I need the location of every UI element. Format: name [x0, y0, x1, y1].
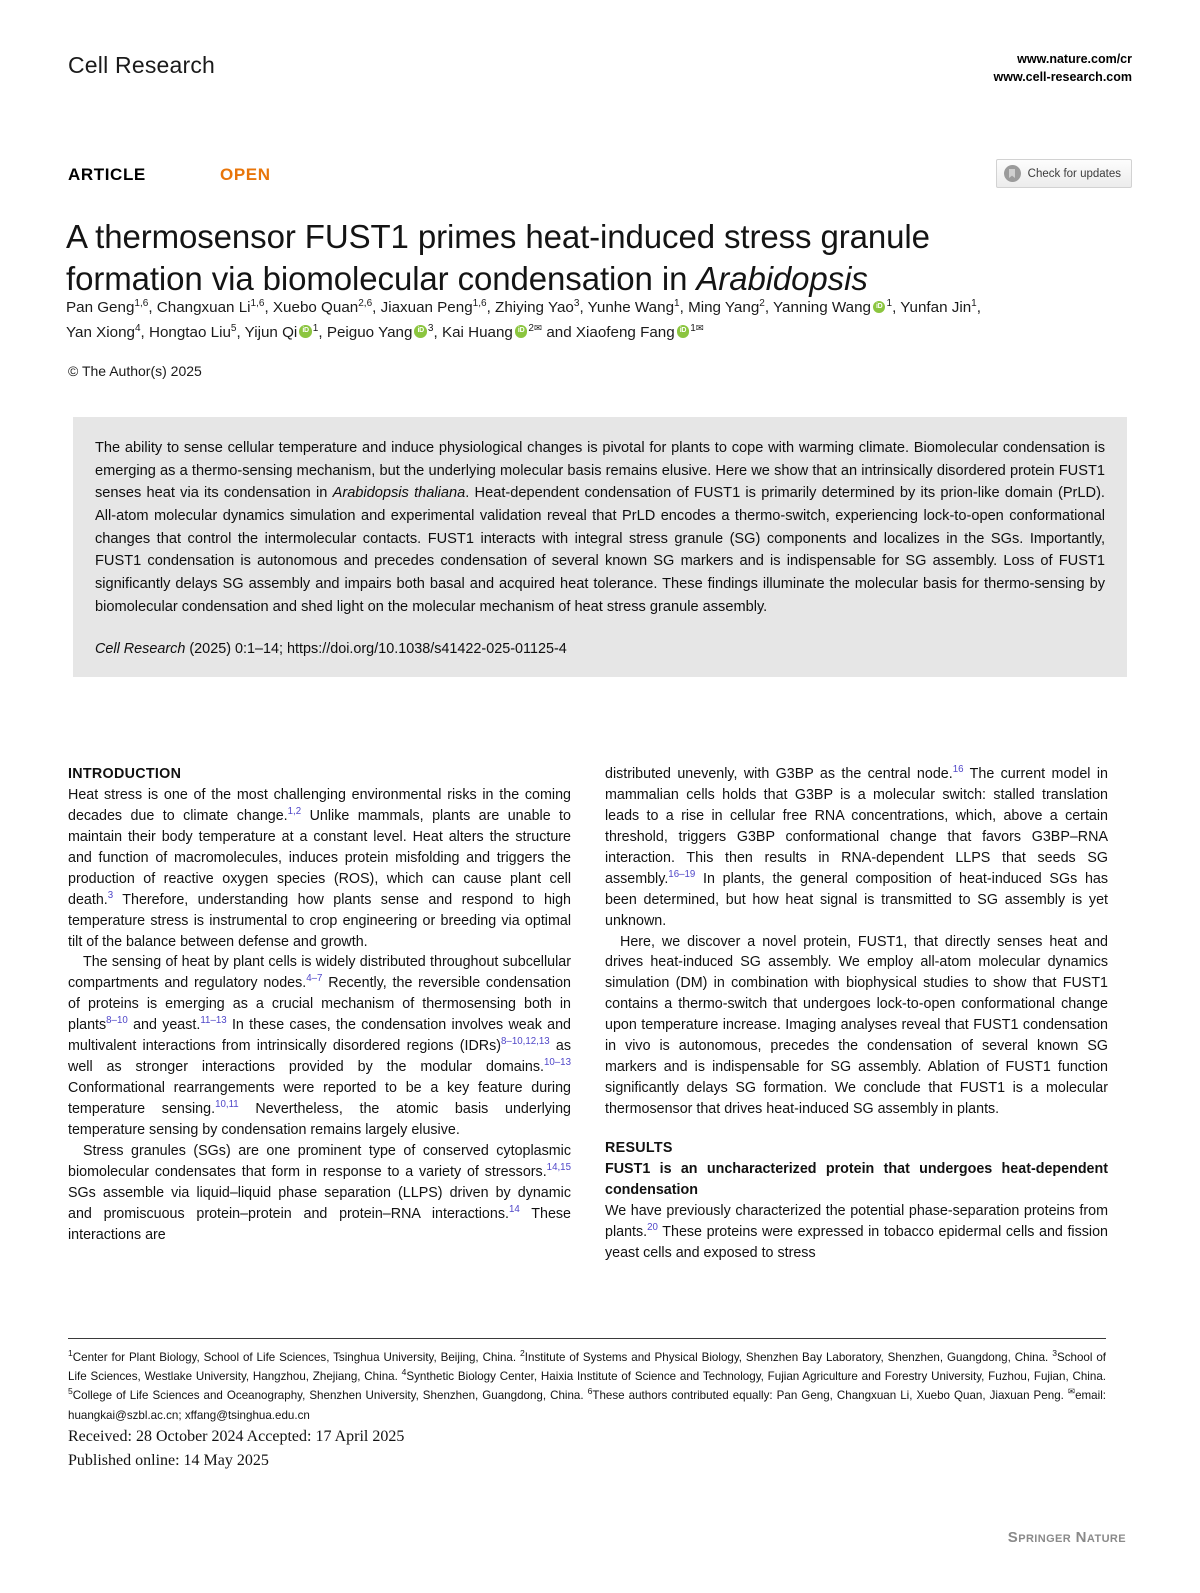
text-run: Conformational rearrangements were reported to be a key feature during temperature sensing.	[68, 1080, 571, 1117]
author-item[interactable]: Yan Xiong$^4$	[66, 322, 141, 341]
orcid-icon[interactable]	[873, 301, 886, 314]
section-heading-results: RESULTS	[605, 1139, 673, 1156]
affiliation-text: These authors contributed equally: Pan Geng, Changxuan Li, Xuebo Quan, Jiaxuan Peng.	[592, 1389, 1068, 1403]
paragraph: Here, we discover a novel protein, FUST1, that directly senses heat and drives heat-induced SG assembly. We employ all-atom molecular dynamics simulation (DM) in combination with biophysical studies to show that FUST1 contains a thermo-switch that undergoes lock-to-open conformational change upon temperature increase. Imaging analyses reveal that FUST1 condensation in vivo is autonomous, precedes the condensation of several known SG markers and is indispensable for SG assembly. Ablation of FUST1 function significantly delays SG formation. We conclude that FUST1 is a molecular thermosensor that drives heat-induced SG assembly in plants.	[605, 933, 1108, 1117]
affiliation-text: School of Life Sciences, Westlake University, Hangzhou, Zhejiang, China.	[68, 1351, 1107, 1384]
badge-icon	[1004, 165, 1021, 182]
orcid-icon[interactable]	[414, 325, 427, 338]
affiliation-marker: 2	[520, 1348, 525, 1359]
orcid-icon[interactable]	[299, 325, 312, 338]
author-list: Pan Geng$^{1,6}$, Changxuan Li$^{1,6}$, Xuebo Quan$^{2,6}$, Jiaxuan Peng$^{1,6}$, Zhiying Yao$^3$, Yunhe Wang$^1$, Ming Yang$^2$, Yanning Wang iD $^1$, Yunfan Jin$^1$, Yan Xiong$^4$, Hongtao Liu$^5$, Yijun Qi iD $^1$, Peiguo Yang iD $^3$, Kai Huang iD $^{2✉}$ and Xiaofeng Fang iD $^{1✉}$	[66, 296, 1096, 345]
author-item[interactable]: Xuebo Quan$^{2,6}$	[272, 297, 373, 316]
journal-urls	[994, 50, 1133, 86]
received-accepted-line: Received: 28 October 2024 Accepted: 17 April 2025	[68, 1428, 405, 1445]
text-run: In these cases, the condensation involves weak and multivalent interactions from intrinsically disordered regions (IDRs)	[68, 1017, 571, 1055]
citation-ref[interactable]: 3	[107, 889, 114, 901]
author-item[interactable]: Xiaofeng Fang iD $^{1✉}$	[576, 324, 704, 341]
affiliation-text: Synthetic Biology Center, Haixia Institute of Science and Technology, Fujian Agriculture and Forestry University, Fuzhou, Fujian, China.	[406, 1370, 1106, 1384]
check-for-updates-button[interactable]	[996, 159, 1132, 188]
author-item[interactable]: Yunfan Jin$^1$	[900, 297, 977, 316]
text-run: SGs assemble via liquid–liquid phase separation (LLPS) driven by dynamic and promiscuous protein–protein and protein–RNA interactions.	[68, 1184, 571, 1222]
citation-ref[interactable]: 8–10	[106, 1015, 128, 1027]
text-run: Unlike mammals, plants are unable to maintain their body temperature at a constant level. Heat alters the structure and function of macromolecules, induces protein misfolding and triggers the production of reactive oxygen species (ROS), which can cause plant cell death.	[68, 807, 571, 908]
abstract-citation	[95, 641, 1105, 657]
citation-ref[interactable]: 14	[508, 1203, 520, 1215]
author-item[interactable]: Yanning Wang iD $^1$	[773, 299, 892, 316]
text-run: Recently, the reversible condensation of proteins is emerging as a crucial mechanism of thermosensing both in plants	[68, 975, 571, 1034]
spacer	[605, 1120, 1108, 1138]
affiliation-text: email: huangkai@szbl.ac.cn; xffang@tsinghua.edu.cn	[68, 1389, 1107, 1422]
paragraph	[68, 1141, 571, 1246]
journal-name: Cell Research	[68, 52, 216, 78]
section-heading-introduction: INTRODUCTION	[68, 766, 182, 782]
abstract-species-italic: Arabidopsis thaliana	[332, 485, 466, 502]
author-item[interactable]: Hongtao Liu$^5$	[149, 322, 237, 341]
affiliation-marker: 6	[587, 1386, 593, 1397]
citation-ref[interactable]: 8–10,12,13	[501, 1036, 550, 1048]
affiliation-marker: 5	[68, 1386, 73, 1397]
text-run: distributed unevenly, with G3BP as the central node.	[605, 766, 953, 782]
author-item[interactable]: Pan Geng$^{1,6}$	[66, 297, 149, 316]
author-item[interactable]: Ming Yang$^2$	[688, 297, 765, 316]
paragraph	[68, 952, 571, 1140]
affiliation-marker: 3	[1052, 1348, 1057, 1359]
paragraph	[605, 1201, 1108, 1264]
right-column	[605, 764, 1108, 1309]
journal-url-nature[interactable]: www.nature.com/cr	[1017, 52, 1132, 66]
publication-dates	[68, 1425, 404, 1474]
citation-ref[interactable]: 4–7	[306, 973, 323, 985]
paragraph	[68, 785, 571, 953]
page-title	[66, 216, 1076, 299]
text-run: Stress granules (SGs) are one prominent type of conserved cytoplasmic biomolecular condensates that form in response to a variety of stressors.	[68, 1142, 571, 1180]
citation-ref[interactable]: 16–19	[668, 868, 696, 880]
left-column	[68, 764, 571, 1309]
author-item[interactable]: Zhiying Yao$^3$	[495, 297, 580, 316]
abstract-box	[73, 417, 1127, 677]
title-line-2-plain: formation via biomolecular condensation in	[66, 259, 697, 297]
affiliation-text: College of Life Sciences and Oceanography, Shenzhen University, Shenzhen, Guangdong, China.	[72, 1389, 588, 1403]
author-item[interactable]: Yunhe Wang$^1$	[587, 297, 680, 316]
text-run: We have previously characterized the potential phase-separation proteins from plants.	[605, 1202, 1108, 1240]
check-for-updates-label: Check for updates	[1027, 167, 1121, 180]
citation-ref[interactable]: 10–13	[543, 1057, 571, 1069]
copyright-line: © The Author(s) 2025	[68, 363, 202, 379]
text-run: Therefore, understanding how plants sense and respond to high temperature stress is instrumental to crop engineering or breeding via optimal tilt of the balance between defense and growth.	[68, 891, 571, 950]
orcid-icon[interactable]	[515, 325, 528, 338]
journal-url-cellresearch[interactable]: www.cell-research.com	[993, 70, 1132, 85]
abstract-part-1: The ability to sense cellular temperature and induce physiological changes is pivotal for plants to cope with warming climate. Biomolecular condensation is emerging as a thermo-sensing mechanism, but the underlying molecular basis remains elusive. Here we show that an intrinsically disordered protein FUST1 senses heat via its condensation in	[95, 440, 1105, 502]
title-line-2-italic: Arabidopsis	[696, 259, 868, 297]
author-item[interactable]: Peiguo Yang iD $^3$	[327, 324, 434, 341]
citation-journal: Cell Research	[95, 640, 186, 657]
citation-ref[interactable]: 11–13	[200, 1015, 227, 1027]
orcid-icon[interactable]	[677, 325, 690, 338]
abstract-text	[95, 437, 1105, 619]
running-head	[68, 52, 1132, 100]
text-run: These proteins were expressed in tobacco epidermal cells and fission yeast cells and exposed to stress	[605, 1223, 1108, 1261]
affiliation-marker: 1	[68, 1348, 73, 1359]
footnote-divider	[68, 1338, 1106, 1339]
affiliations-text	[68, 1348, 1106, 1425]
text-run: as well as stronger interactions provided by the modular domains.	[68, 1038, 571, 1076]
text-run: Nevertheless, the atomic basis underlying temperature sensing by condensation remains largely elusive.	[68, 1101, 571, 1138]
text-run: and yeast.	[127, 1017, 201, 1034]
publisher-logo: Springer Nature	[1007, 1529, 1126, 1546]
affiliation-text: Center for Plant Biology, School of Life Sciences, Tsinghua University, Beijing, China.	[72, 1351, 521, 1364]
affiliation-marker: ✉	[1067, 1386, 1076, 1397]
article-type-row	[68, 165, 1132, 199]
text-run: These interactions are	[68, 1205, 571, 1243]
author-item[interactable]: Kai Huang iD $^{2✉}$	[442, 324, 542, 341]
abstract-part-2: . Heat-dependent condensation of FUST1 is primarily determined by its prion-like domain (PrLD). All-atom molecular dynamics simulation and experimental validation reveal that PrLD encodes a thermo-switch, experiencing lock-to-open conformational changes that control the intermolecular contacts. FUST1 interacts with integral stress granule (SG) components and localizes in the SGs. Importantly, FUST1 condensation is autonomous and precedes condensation of several known SG markers and is indispensable for SG assembly. Loss of FUST1 significantly delays SG assembly and impairs both basal and acquired heat tolerance. These findings illuminate the molecular basis for thermo-sensing by biomolecular condensation and shed light on the molecular mechanism of heat stress granule assembly.	[95, 485, 1105, 615]
body-columns	[68, 764, 1108, 1309]
citation-ref[interactable]: 20	[647, 1221, 658, 1233]
paragraph	[605, 764, 1108, 932]
published-online-line: Published online: 14 May 2025	[68, 1452, 269, 1470]
author-item[interactable]: Changxuan Li$^{1,6}$	[156, 297, 265, 316]
open-access-label: OPEN	[220, 165, 271, 184]
author-item[interactable]: Jiaxuan Peng$^{1,6}$	[380, 297, 487, 316]
text-run: The current model in mammalian cells holds that G3BP is a molecular switch: stalled translation leads to a rise in cellular free RNA concentrations, which, above a certain threshold, triggers G3BP conformational change that favors G3BP–RNA interaction. This then results in RNA-dependent LLPS that seeds SG assembly.	[605, 766, 1108, 887]
subsection-heading: FUST1 is an uncharacterized protein that undergoes heat-dependent condensation	[605, 1160, 1108, 1198]
affiliation-marker: 4	[401, 1367, 407, 1378]
text-run: The sensing of heat by plant cells is widely distributed throughout subcellular compartments and regulatory nodes.	[68, 954, 571, 992]
citation-rest[interactable]: (2025) 0:1–14; https://doi.org/10.1038/s41422-025-01125-4	[185, 640, 567, 657]
citation-ref[interactable]: 14,15	[546, 1162, 571, 1174]
footnotes	[68, 1338, 1106, 1425]
text-run: Heat stress is one of the most challenging environmental risks in the coming decades due to climate change.	[68, 786, 571, 824]
affiliation-text: Institute of Systems and Physical Biology, Shenzhen Bay Laboratory, Shenzhen, Guangdong, China.	[524, 1351, 1053, 1364]
author-item[interactable]: Yijun Qi iD $^1$	[245, 324, 319, 341]
citation-ref[interactable]: 16	[952, 764, 964, 776]
text-run: In plants, the general composition of heat-induced SGs has been determined, but how heat signal is transmitted to SG assembly is yet unknown.	[605, 870, 1108, 929]
article-type-label: ARTICLE	[68, 165, 146, 184]
envelope-icon[interactable]: ✉	[533, 322, 543, 334]
citation-ref[interactable]: 1,2	[287, 806, 302, 818]
envelope-icon[interactable]: ✉	[695, 322, 704, 334]
citation-ref[interactable]: 10,11	[215, 1099, 239, 1111]
title-line-1: A thermosensor FUST1 primes heat-induced stress granule	[66, 218, 930, 256]
